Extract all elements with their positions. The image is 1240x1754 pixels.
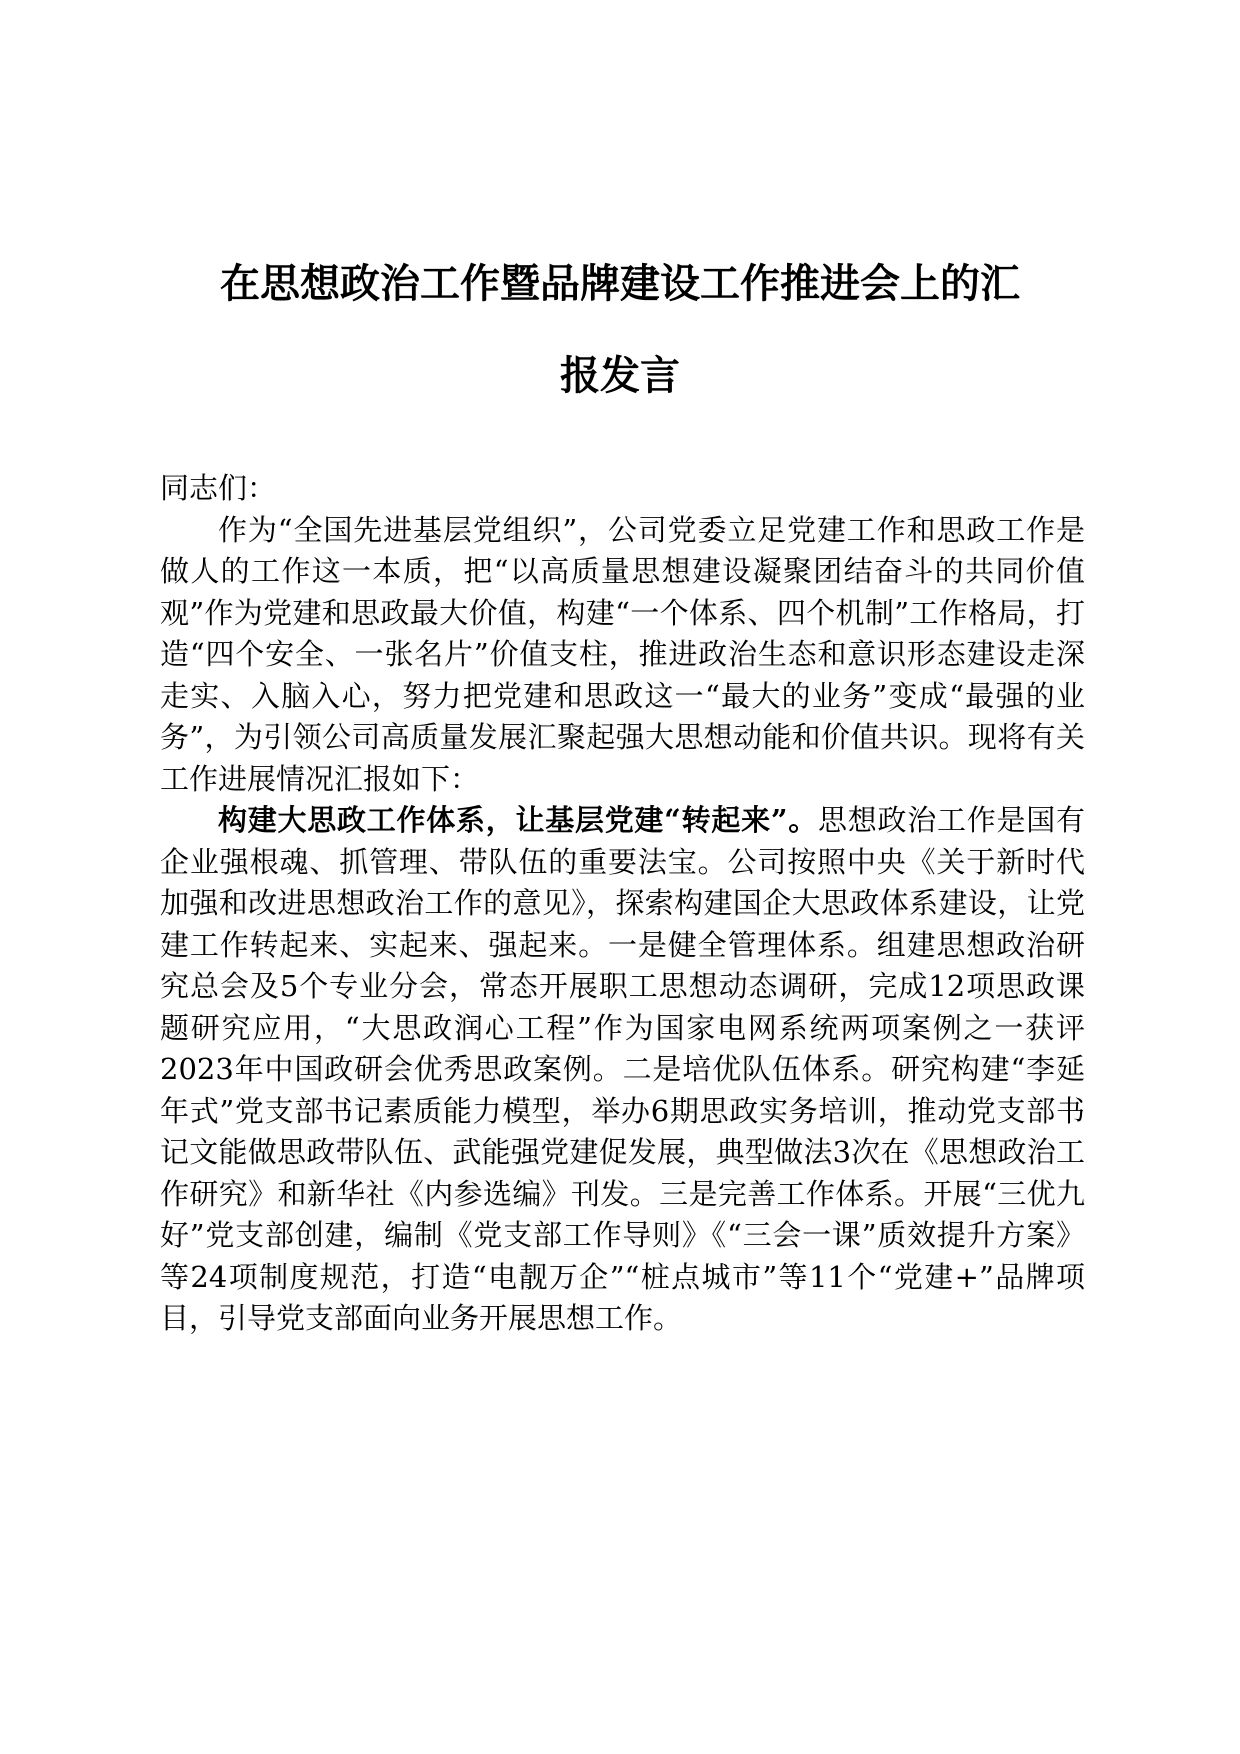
title-line-2: 报发言 — [560, 352, 680, 399]
intro-paragraph: 作为“全国先进基层党组织”，公司党委立足党建工作和思政工作是做人的工作这一本质，把“以高质量思想建设凝聚团结奋斗的共同价值观”作为党建和思政最大价值，构建“一个体系、四个机制”工作格局，打造“四个安全、一张名片”价值支柱，推进政治生态和意识形态建设走深走实、入脑入心，努力把党建和思政这一“最大的业务”变成“最强的业务”，为引领公司高质量发展汇聚起强大思想动能和价值共识。现将有关工作进展情况汇报如下： — [160, 512, 1085, 796]
document-title — [140, 238, 1100, 422]
title-line-1: 在思想政治工作暨品牌建设工作推进会上的汇 — [220, 260, 1020, 307]
document-body — [160, 468, 1085, 1340]
salutation: 同志们： — [160, 471, 277, 505]
section-1-heading: 构建大思政工作体系，让基层党建“转起来”。 — [218, 803, 819, 837]
section-1-body: 思想政治工作是国有企业强根魂、抓管理、带队伍的重要法宝。公司按照中央《关于新时代加强和改进思想政治工作的意见》，探索构建国企大思政体系建设，让党建工作转起来、实起来、强起来。一是健全管理体系。组建思想政治研究总会及5个专业分会，常态开展职工思想动态调研，完成12项思政课题研究应用，“大思政润心工程”作为国家电网系统两项案例之一获评2023年中国政研会优秀思政案例。二是培优队伍体系。研究构建“李延年式”党支部书记素质能力模型，举办6期思政实务培训，推动党支部书记文能做思政带队伍、武能强党建促发展，典型做法3次在《思想政治工作研究》和新华社《内参选编》刊发。三是完善工作体系。开展“三优九好”党支部创建，编制《党支部工作导则》《“三会一课”质效提升方案》等24项制度规范，打造“电靓万企”“桩点城市”等11个“党建+”品牌项目，引导党支部面向业务开展思想工作。 — [160, 803, 1085, 1335]
section-1-paragraph — [160, 800, 1085, 1340]
